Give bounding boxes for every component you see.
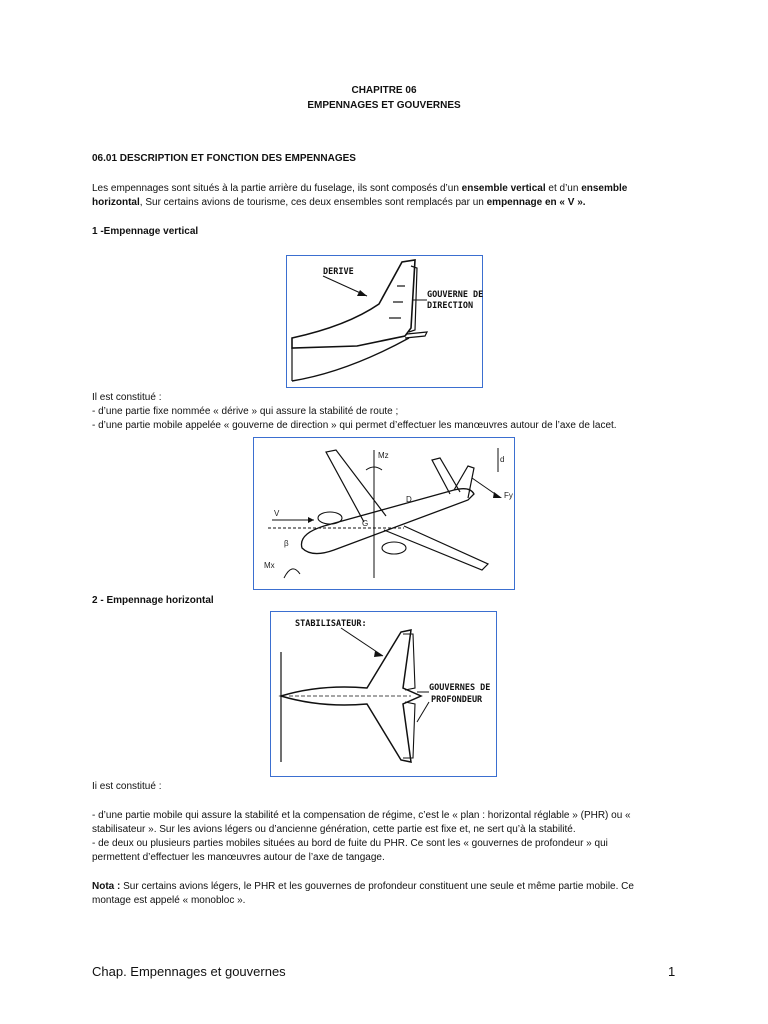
- label-v: V: [274, 509, 280, 518]
- vertical-heading: 1 -Empennage vertical: [92, 226, 199, 237]
- label-gouverne-1: GOUVERNE DE: [427, 290, 484, 300]
- horizontal-text-1: - d’une partie mobile qui assure la stabilité et la compensation de régime, c’est le « plan : horizontal réglable » (PHR) ou «: [92, 810, 631, 821]
- label-g: G: [362, 519, 369, 528]
- section-heading: 06.01 DESCRIPTION ET FONCTION DES EMPENNAGES: [92, 153, 356, 164]
- intro-line-2: [92, 196, 586, 210]
- horizontal-tail-drawing: [271, 612, 498, 778]
- figure-horizontal-tail: [270, 611, 497, 777]
- label-gouvernes-2: PROFONDEUR: [431, 695, 483, 705]
- nota-label: Nota :: [92, 881, 121, 892]
- horizontal-heading: 2 - Empennage horizontal: [92, 595, 214, 606]
- label-derive: DERIVE: [323, 267, 354, 277]
- vertical-text-2: - d’une partie fixe nommée « dérive » qui assure la stabilité de route ;: [92, 406, 399, 417]
- vertical-text-3: - d’une partie mobile appelée « gouverne de direction » qui permet d’effectuer les manœuvres autour de l’axe de lacet.: [92, 420, 617, 431]
- horizontal-intro: Ii est constitué :: [92, 781, 162, 792]
- nota-line-1: [92, 880, 634, 894]
- figure-airplane-forces: [253, 437, 515, 590]
- label-D: D: [406, 495, 412, 504]
- intro-text-2: et d’un: [545, 183, 582, 194]
- label-d: d: [500, 455, 505, 464]
- intro-bold-3: horizontal: [92, 197, 140, 208]
- label-gouverne-2: DIRECTION: [427, 301, 474, 311]
- horizontal-text-4: permettent d’effectuer les manœuvres autour de l’axe de tangage.: [92, 852, 385, 863]
- label-mz: Mz: [378, 451, 389, 460]
- intro-bold-4: empennage en « V ».: [486, 197, 586, 208]
- nota-line-2: montage est appelé « monobloc ».: [92, 895, 246, 906]
- nota-text-1: Sur certains avions légers, le PHR et les gouvernes de profondeur constituent une seule et même partie mobile. Ce: [120, 881, 634, 892]
- label-mx: Mx: [264, 561, 275, 570]
- intro-bold-1: ensemble vertical: [461, 183, 546, 194]
- chapter-number: CHAPITRE 06: [351, 85, 417, 96]
- page-number: 1: [668, 964, 676, 979]
- intro-text-3: , Sur certains avions de tourisme, ces deux ensembles sont remplacés par un: [139, 197, 487, 208]
- vertical-text-1: Il est constitué :: [92, 392, 162, 403]
- vertical-tail-drawing: [287, 256, 484, 389]
- figure-vertical-tail: [286, 255, 483, 388]
- label-fy: Fy: [504, 491, 513, 500]
- horizontal-text-2: stabilisateur ». Sur les avions légers ou d’ancienne génération, cette partie est fixe et, ne sert qu’à la stabilité.: [92, 824, 576, 835]
- intro-line-1: [92, 182, 627, 196]
- intro-text-1: Les empennages sont situés à la partie arrière du fuselage, ils sont composés d’un: [92, 183, 462, 194]
- horizontal-text-3: - de deux ou plusieurs parties mobiles situées au bord de fuite du PHR. Ce sont les « gouvernes de profondeur » qui: [92, 838, 608, 849]
- label-stabilisateur: STABILISATEUR:: [295, 619, 367, 629]
- footer-title: Chap. Empennages et gouvernes: [92, 964, 286, 979]
- label-beta: β: [284, 539, 289, 548]
- intro-bold-2: ensemble: [581, 183, 628, 194]
- label-gouvernes-1: GOUVERNES DE: [429, 683, 491, 693]
- chapter-title: EMPENNAGES ET GOUVERNES: [307, 100, 461, 111]
- airplane-forces-drawing: [254, 438, 516, 591]
